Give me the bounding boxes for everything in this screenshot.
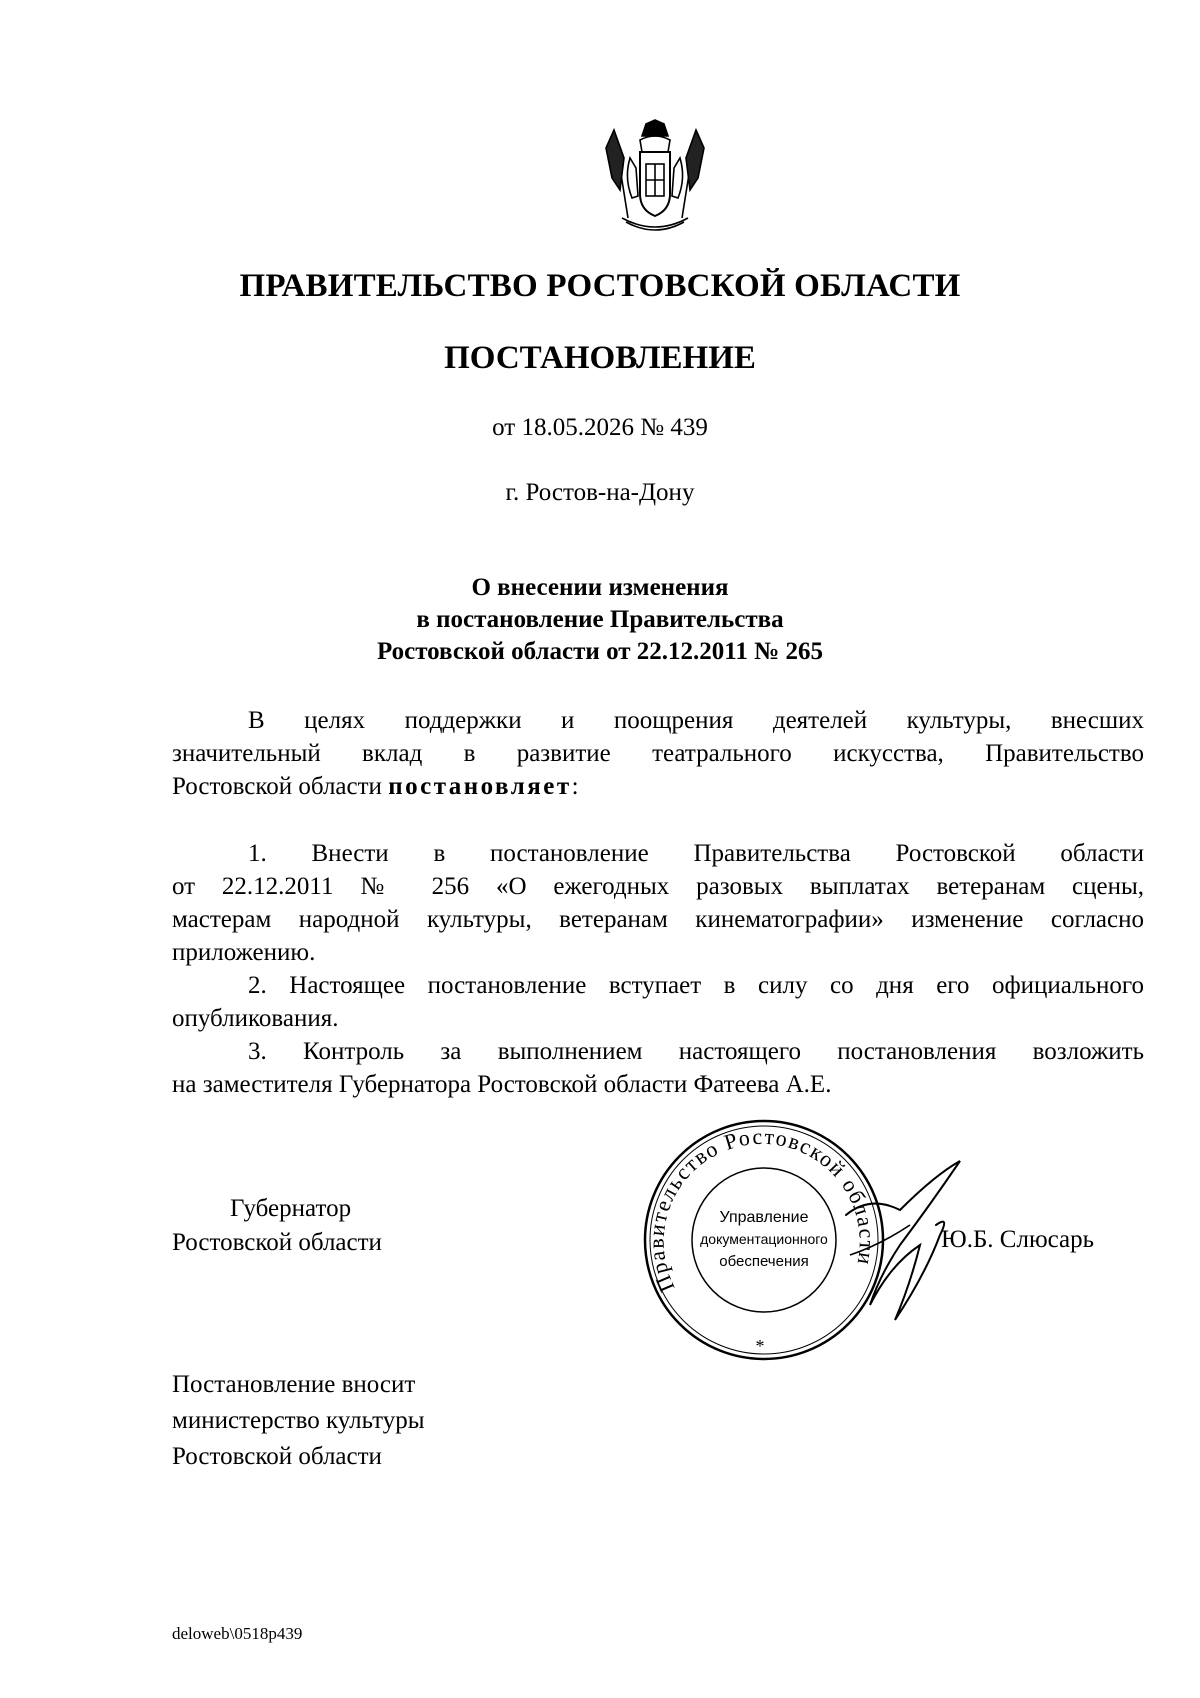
preamble-text: Ростовской области [172,773,389,800]
seal-star: * [755,1336,765,1356]
seal-ring-text: Правительство Ростовской области [643,1123,880,1296]
item-1-line: 1. Внести в постановление Правительства Ростовской области [248,840,1144,867]
preamble-line [172,770,1144,803]
seal-inner-line: Управление [719,1209,809,1226]
signatory-title [172,1192,382,1260]
signatory-title-line: Губернатор [230,1195,352,1222]
preamble-line: значительный вклад в развитие театрального искусства, Правительство [172,740,1144,767]
submitted-by-line: Ростовской области [172,1443,382,1470]
city: г. Ростов-на-Дону [505,479,695,506]
item-1-line: мастерам народной культуры, ветеранам кинематографии» изменение согласно [172,906,1144,933]
date-and-number: от 18.05.2026 № 439 [492,414,708,441]
item-2-line: 2. Настоящее постановление вступает в силу со дня его официального [248,972,1144,999]
item-3-line: на заместителя Губернатора Ростовской области Фатеева А.Е. [172,1071,832,1098]
preamble-paragraph [172,704,1144,803]
resolves-keyword: постановляет [388,773,572,800]
submitted-by-line: министерство культуры [172,1407,425,1434]
preamble-line: В целях поддержки и поощрения деятелей культуры, внесших [248,707,1144,734]
item-2-line: опубликования. [172,1005,339,1032]
seal-inner-line: документационного [700,1231,828,1247]
document-type: ПОСТАНОВЛЕНИЕ [444,340,756,376]
submitted-by [172,1367,425,1475]
title-line: Ростовской области от 22.12.2011 № 265 [376,638,824,665]
signatory-title-line: Ростовской области [172,1229,382,1256]
title-line: в постановление Правительства [416,606,784,633]
title-line: О внесении изменения [471,574,729,601]
preamble-colon: : [571,773,579,800]
seal-inner-line: обеспечения [719,1253,809,1270]
item-1-line: от 22.12.2011 № 256 «О ежегодных разовых выплатах ветеранам сцены, [172,873,1144,900]
coat-of-arms-icon [602,118,708,236]
item-3-line: 3. Контроль за выполнением настоящего постановления возложить [248,1038,1144,1065]
resolution-items [172,837,1144,1101]
file-reference: deloweb\0518p439 [172,1624,303,1643]
signatory-name: Ю.Б. Слюсарь [941,1226,1095,1253]
document-title [300,572,900,668]
item-1-line: приложению. [172,939,316,966]
government-name: ПРАВИТЕЛЬСТВО РОСТОВСКОЙ ОБЛАСТИ [239,268,961,304]
submitted-by-line: Постановление вносит [172,1371,416,1398]
